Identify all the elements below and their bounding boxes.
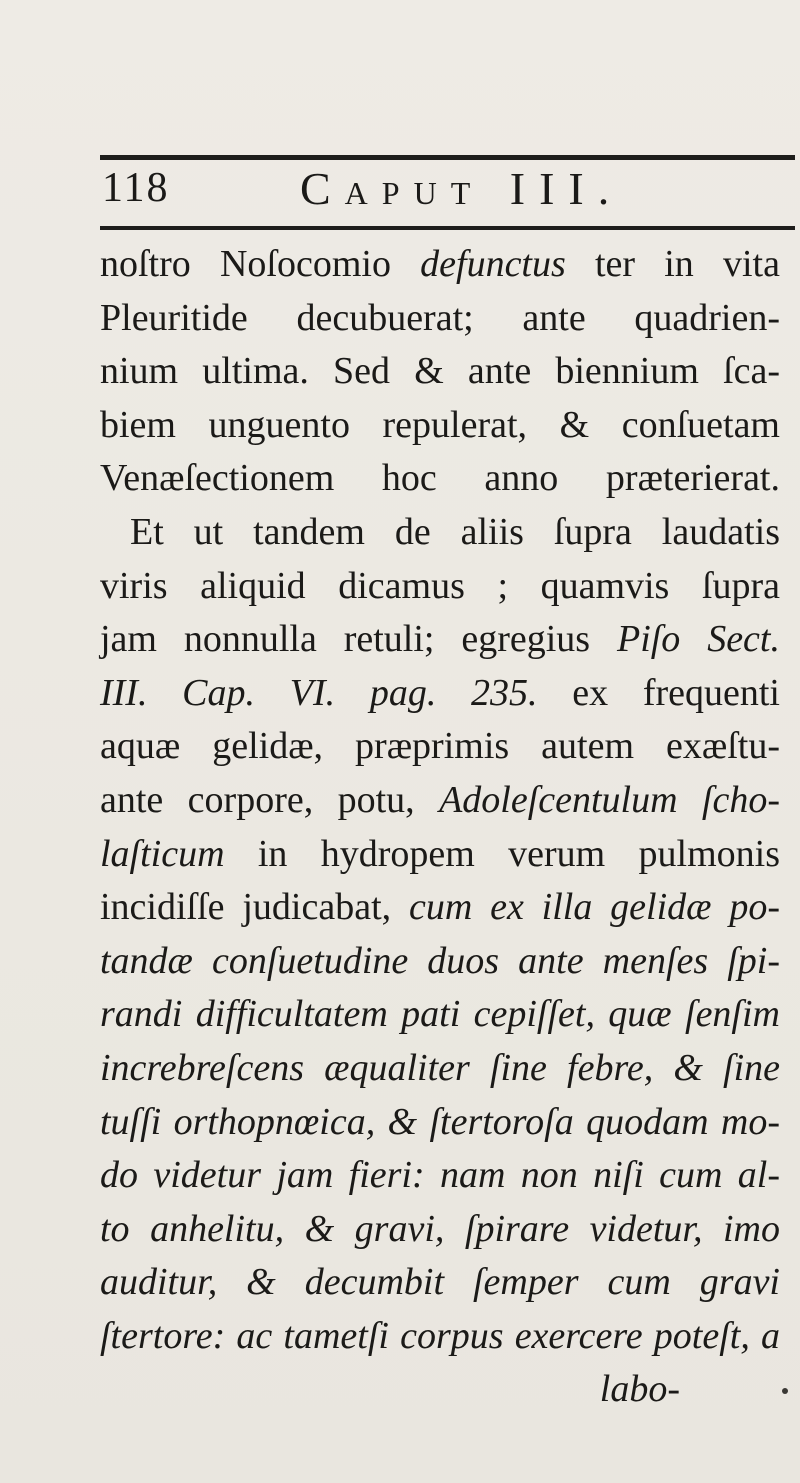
roman-text: jam nonnulla retuli; egregius <box>100 618 617 661</box>
text-line <box>100 1363 780 1417</box>
body-text <box>100 238 780 1417</box>
running-head: Caput III. <box>300 163 624 214</box>
text-line <box>100 613 780 667</box>
roman-text: ter in vita <box>565 243 780 285</box>
roman-text: viris aliquid dicamus ; quamvis ſupra <box>100 564 780 607</box>
italic-text: labo- <box>599 1368 680 1411</box>
page-header <box>100 160 795 218</box>
roman-text: incidiſſe judicabat, <box>100 886 409 929</box>
text-line <box>100 1096 780 1150</box>
text-line <box>100 506 780 560</box>
italic-text: increbreſcens æqualiter ſine febre, & ſine <box>100 1046 780 1089</box>
page-number: 118 <box>102 165 170 211</box>
text-line <box>100 1256 780 1310</box>
text-line <box>100 1149 780 1203</box>
text-line <box>100 935 780 989</box>
roman-text: Venæſectionem hoc anno præterierat. <box>100 457 780 500</box>
italic-text: do videtur jam fieri: nam non niſi cum al- <box>100 1154 780 1197</box>
text-line <box>100 452 780 506</box>
italic-text: to anhelitu, & gravi, ſpirare videtur, imo <box>100 1207 780 1250</box>
italic-text: Piſo Sect. <box>616 618 780 661</box>
italic-text: defunctus <box>420 243 566 285</box>
text-line <box>100 1310 780 1364</box>
text-line <box>100 399 780 453</box>
text-line <box>100 560 780 614</box>
text-line <box>100 345 780 399</box>
italic-text: auditur, & decumbit ſemper cum gravi <box>100 1261 780 1304</box>
text-line <box>100 988 780 1042</box>
italic-text: tuſſi orthopnœica, & ſtertoroſa quodam mo- <box>100 1100 780 1143</box>
text-line <box>100 774 780 828</box>
roman-text: Pleuritide decubuerat; ante quadrien- <box>100 296 780 339</box>
italic-text: laſticum <box>100 832 225 875</box>
text-line <box>100 1203 780 1257</box>
italic-text: ſtertore: ac tametſi corpus exercere poteſt, a <box>100 1314 780 1357</box>
text-line <box>100 881 780 935</box>
italic-text: III. Cap. VI. pag. 235. <box>100 671 538 714</box>
italic-text: Adoleſcentulum ſcho- <box>439 778 781 821</box>
text-line <box>100 1042 780 1096</box>
roman-text: in hydropem verum pulmonis <box>224 832 780 875</box>
text-line <box>100 238 780 292</box>
roman-text: noſtro Noſocomio <box>100 243 421 285</box>
text-line <box>100 667 780 721</box>
roman-text: biem unguento repulerat, & conſuetam <box>100 403 780 446</box>
roman-text: aquæ gelidæ, præprimis autem exæſtu- <box>100 725 780 768</box>
page-speck <box>782 1388 788 1394</box>
italic-text: cum ex illa gelidæ po- <box>408 886 780 929</box>
italic-text: tandæ conſuetudine duos ante menſes ſpi- <box>100 939 780 982</box>
header-rule-bottom <box>100 226 795 230</box>
text-line <box>100 720 780 774</box>
text-line <box>100 292 780 346</box>
text-line <box>100 828 780 882</box>
roman-text: nium ultima. Sed & ante biennium ſca- <box>100 350 780 393</box>
italic-text: randi difficultatem pati cepiſſet, quæ ſenſim <box>100 993 780 1036</box>
roman-text: ante corpore, potu, <box>100 778 440 821</box>
roman-text: ex frequenti <box>537 671 780 714</box>
roman-text: Et ut tandem de aliis ſupra laudatis <box>130 510 780 553</box>
